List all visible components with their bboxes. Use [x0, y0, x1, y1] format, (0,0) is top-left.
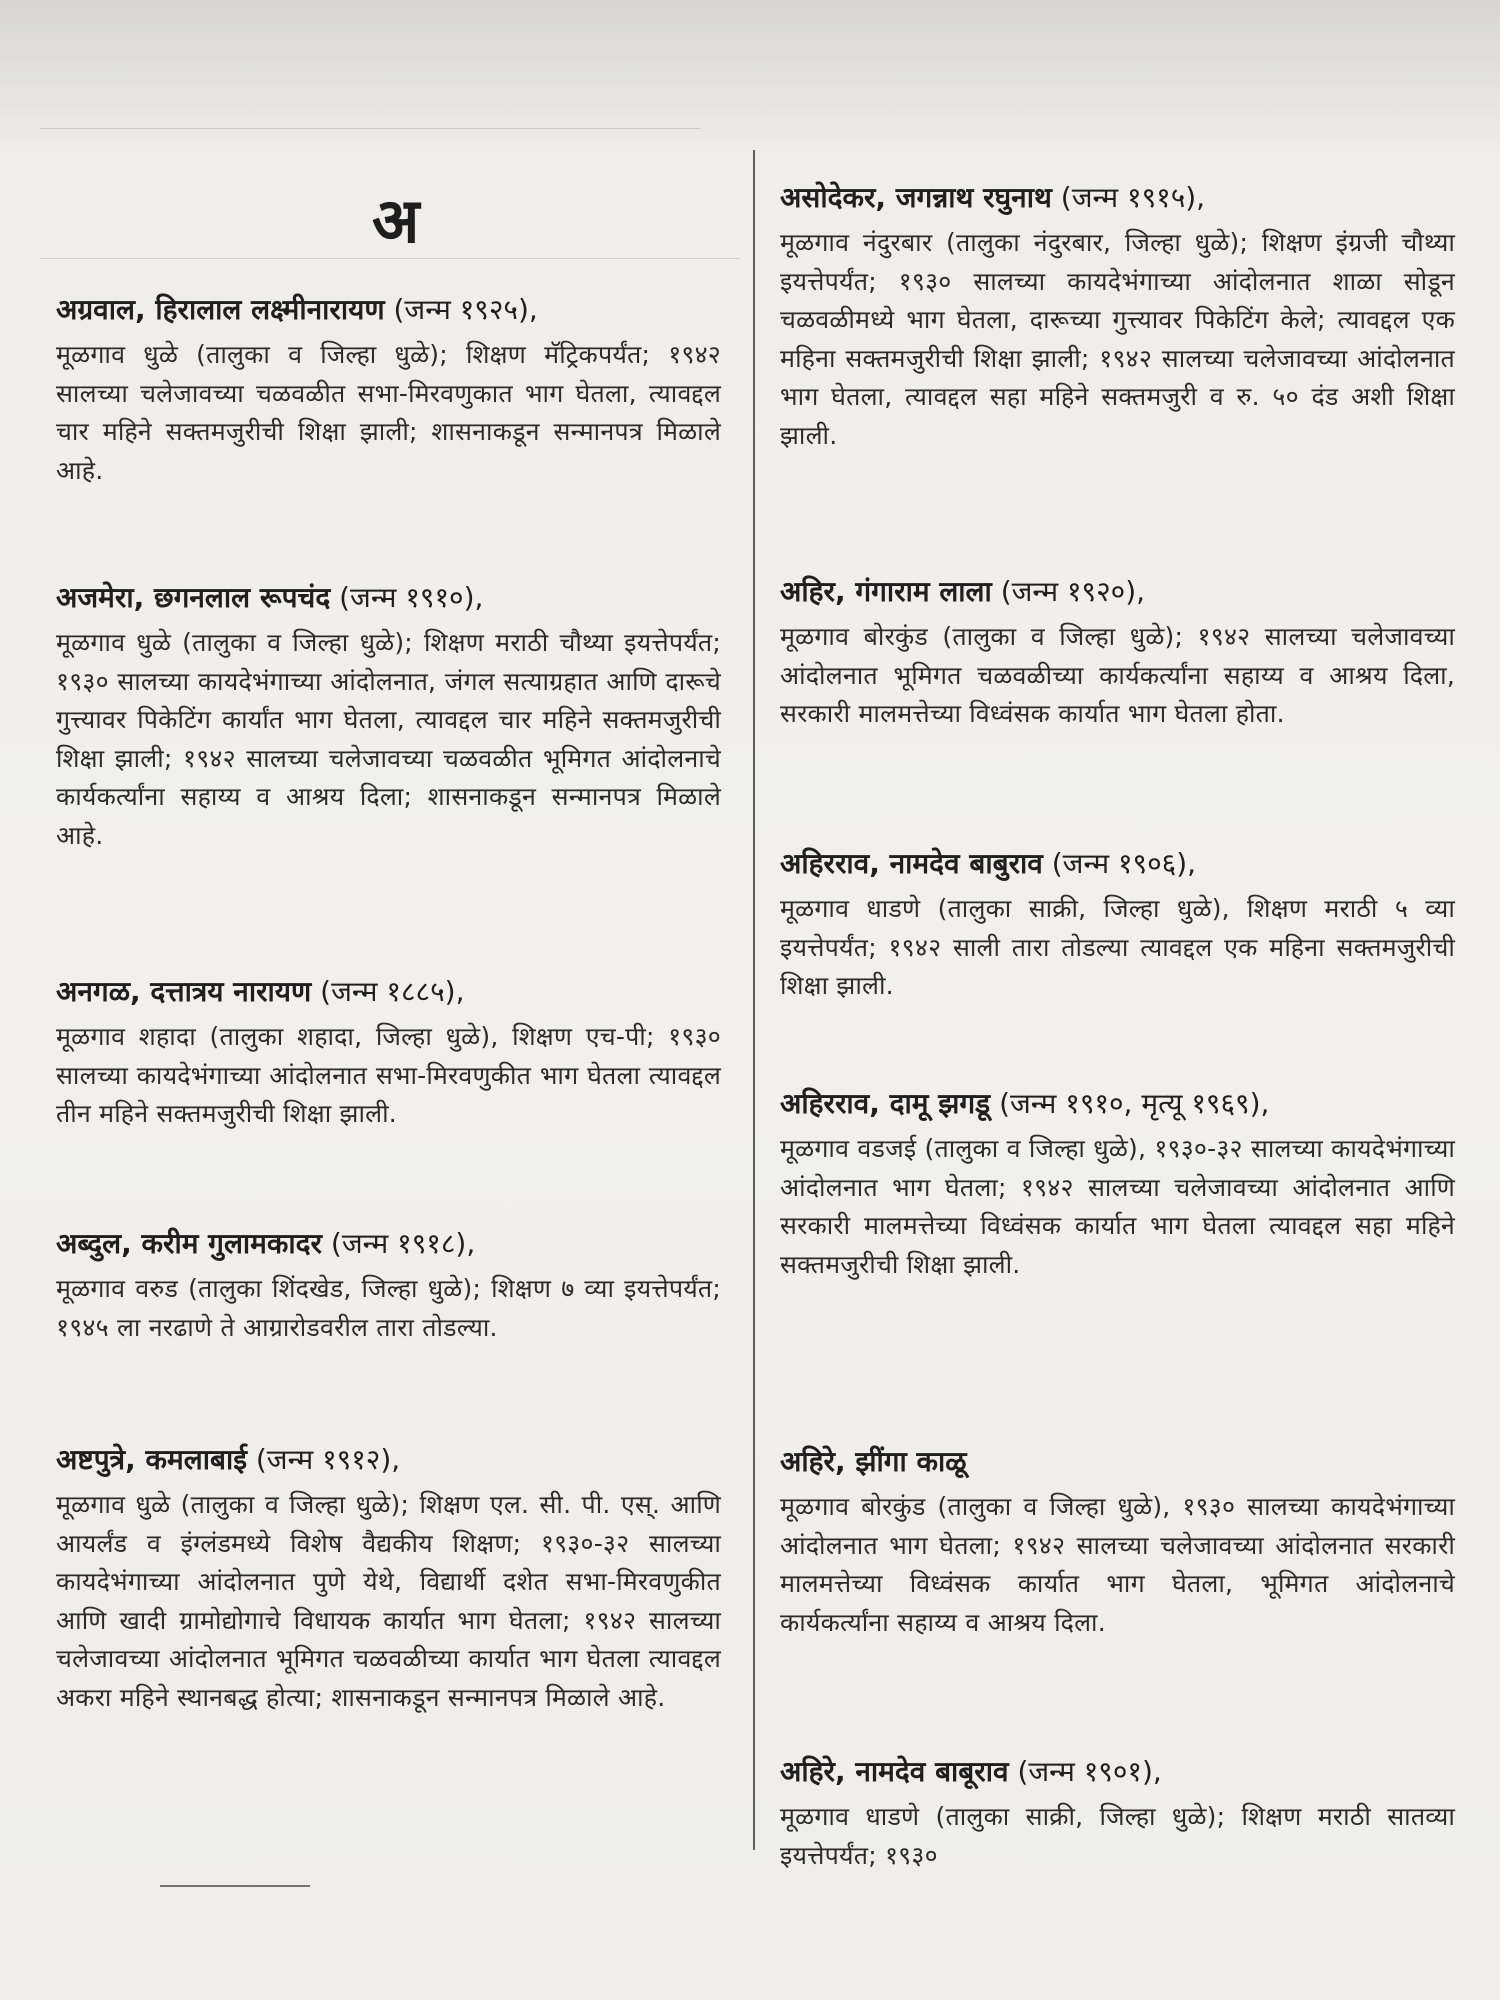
entry	[780, 1750, 1455, 1875]
entry-heading	[780, 842, 1455, 886]
entry-heading	[56, 288, 721, 332]
entry	[780, 1082, 1455, 1284]
entry-name: अहिर, गंगाराम लाला	[780, 575, 992, 608]
entry	[780, 570, 1455, 734]
entry-name: अजमेरा, छगनलाल रूपचंद	[56, 581, 331, 614]
entry	[56, 970, 721, 1134]
entry	[780, 176, 1455, 455]
entry-heading	[56, 1222, 721, 1266]
entry	[780, 1440, 1455, 1642]
entry-name: अब्दुल, करीम गुलामकादर	[56, 1227, 323, 1260]
entry-dates: (जन्म १९१२),	[255, 1443, 401, 1476]
entry-body: मूळगाव बोरकुंड (तालुका व जिल्हा धुळे); १९४२ सालच्या चलेजावच्या आंदोलनात भूमिगत चळवळीच्या कार्यकर्त्यांना सहाय्य व आश्रय दिला, सरकारी मालमत्तेच्या विध्वंसक कार्यात भाग घेतला होता.	[780, 622, 1455, 728]
footer-rule	[160, 1885, 310, 1887]
entry-heading	[56, 970, 721, 1014]
entry-body: मूळगाव नंदुरबार (तालुका नंदुरबार, जिल्हा धुळे); शिक्षण इंग्रजी चौथ्या इयत्तेपर्यंत; १९३० सालच्या कायदेभंगाच्या आंदोलनात शाळा सोडून चळवळीमध्ये भाग घेतला, दारूच्या गुत्त्यावर पिकेटिंग केले; त्यावद्दल एक महिना सक्तमजुरीची शिक्षा झाली; १९४२ सालच्या चलेजावच्या आंदोलनात भाग घेतला, त्यावद्दल सहा महिने सक्तमजुरी व रु. ५० दंड अशी शिक्षा झाली.	[780, 228, 1455, 450]
entry-heading	[780, 1082, 1455, 1126]
entry-body: मूळगाव शहादा (तालुका शहादा, जिल्हा धुळे), शिक्षण एच-पी; १९३० सालच्या कायदेभंगाच्या आंदोलनात सभा-मिरवणुकीत भाग घेतला त्यावद्दल तीन महिने सक्तमजुरीची शिक्षा झाली.	[56, 1022, 721, 1128]
entry-dates: (जन्म १९०१),	[1017, 1755, 1162, 1788]
entry-body: मूळगाव वरुड (तालुका शिंदखेड, जिल्हा धुळे); शिक्षण ७ व्या इयत्तेपर्यंत; १९४५ ला नरढाणे ते आग्रारोडवरील तारा तोडल्या.	[56, 1274, 721, 1342]
entry-body: मूळगाव वडजई (तालुका व जिल्हा धुळे), १९३०-३२ सालच्या कायदेभंगाच्या आंदोलनात भाग घेतला; १९४२ सालच्या चलेजावच्या आंदोलनात आणि सरकारी मालमत्तेच्या विध्वंसक कार्यात भाग घेतला त्यावद्दल सहा महिने सक्तमजुरीची शिक्षा झाली.	[780, 1134, 1455, 1279]
entry-dates: (जन्म १९१०, मृत्यू १९६९),	[999, 1087, 1270, 1120]
entry	[780, 842, 1455, 1006]
entry-body: मूळगाव धुळे (तालुका व जिल्हा धुळे); शिक्षण मॅट्रिकपर्यंत; १९४२ सालच्या चलेजावच्या चळवळीत सभा-मिरवणुकात भाग घेतला, त्यावद्दल चार महिने सक्तमजुरीची शिक्षा झाली; शासनाकडून सन्मानपत्र मिळाले आहे.	[56, 340, 721, 485]
entry	[56, 1438, 721, 1717]
entry-body: मूळगाव धाडणे (तालुका साक्री, जिल्हा धुळे); शिक्षण मराठी सातव्या इयत्तेपर्यंत; १९३०	[780, 1802, 1455, 1870]
entry-name: अहिरे, झींगा काळू	[780, 1445, 967, 1478]
entry-dates: (जन्म १९१८),	[330, 1227, 476, 1260]
entry-name: अहिरराव, दामू झगडू	[780, 1087, 991, 1120]
entry-heading	[56, 576, 721, 620]
entry-name: अहिरे, नामदेव बाबूराव	[780, 1755, 1009, 1788]
entry-body: मूळगाव धाडणे (तालुका साक्री, जिल्हा धुळे), शिक्षण मराठी ५ व्या इयत्तेपर्यंत; १९४२ साली तारा तोडल्या त्यावद्दल एक महिना सक्तमजुरीची शिक्षा झाली.	[780, 894, 1455, 1000]
entry-dates: (जन्म १९२०),	[1000, 575, 1146, 608]
column-divider	[753, 150, 755, 1850]
entry-body: मूळगाव बोरकुंड (तालुका व जिल्हा धुळे), १९३० सालच्या कायदेभंगाच्या आंदोलनात भाग घेतला; १९४२ सालच्या चलेजावच्या आंदोलनात सरकारी मालमत्तेच्या विध्वंसक कार्यात भाग घेतला, भूमिगत आंदोलनाचे कार्यकर्त्यांना सहाय्य व आश्रय दिला.	[780, 1492, 1455, 1637]
faded-header-band	[0, 0, 1500, 160]
section-letter-heading: अ	[372, 184, 420, 257]
entry-name: अनगळ, दत्तात्रय नारायण	[56, 975, 312, 1008]
entry-name: असोदेकर, जगन्नाथ रघुनाथ	[780, 181, 1052, 214]
entry-dates: (जन्म १९२५),	[393, 293, 538, 326]
bleed-through-rule	[40, 128, 700, 129]
entry	[56, 1222, 721, 1347]
entry-name: अग्रवाल, हिरालाल लक्ष्मीनारायण	[56, 293, 385, 326]
entry-dates: (जन्म १९०६),	[1051, 847, 1197, 880]
entry-body: मूळगाव धुळे (तालुका व जिल्हा धुळे); शिक्षण एल. सी. पी. एस्. आणि आयर्लंड व इंग्लंडमध्ये विशेष वैद्यकीय शिक्षण; १९३०-३२ सालच्या कायदेभंगाच्या आंदोलनात पुणे येथे, विद्यार्थी दशेत सभा-मिरवणुकीत आणि खादी ग्रामोद्योगाचे विधायक कार्यात भाग घेतला; १९४२ सालच्या चलेजावच्या आंदोलनात भूमिगत चळवळीच्या कार्यात भाग घेतला त्यावद्दल अकरा महिने स्थानबद्ध होत्या; शासनाकडून सन्मानपत्र मिळाले आहे.	[56, 1490, 721, 1712]
entry-name: अष्टपुत्रे, कमलाबाई	[56, 1443, 247, 1476]
entry-heading	[780, 570, 1455, 614]
entry-heading	[780, 1440, 1455, 1484]
entry	[56, 576, 721, 855]
entry-heading	[780, 176, 1455, 220]
entry-dates: (जन्म १८८५),	[320, 975, 465, 1008]
bleed-through-rule	[40, 258, 740, 259]
entry-heading	[780, 1750, 1455, 1794]
entry-heading	[56, 1438, 721, 1482]
entry	[56, 288, 721, 490]
entry-dates: (जन्म १९१०),	[339, 581, 484, 614]
entry-body: मूळगाव धुळे (तालुका व जिल्हा धुळे); शिक्षण मराठी चौथ्या इयत्तेपर्यंत; १९३० सालच्या कायदेभंगाच्या आंदोलनात, जंगल सत्याग्रहात आणि दारूचे गुत्त्यावर पिकेटिंग कार्यांत भाग घेतला, त्यावद्दल चार महिने सक्तमजुरीची शिक्षा झाली; १९४२ सालच्या चलेजावच्या चळवळीत भूमिगत आंदोलनाचे कार्यकर्त्यांना सहाय्य व आश्रय दिला; शासनाकडून सन्मानपत्र मिळाले आहे.	[56, 628, 721, 850]
entry-dates: (जन्म १९१५),	[1060, 181, 1206, 214]
entry-name: अहिरराव, नामदेव बाबुराव	[780, 847, 1043, 880]
